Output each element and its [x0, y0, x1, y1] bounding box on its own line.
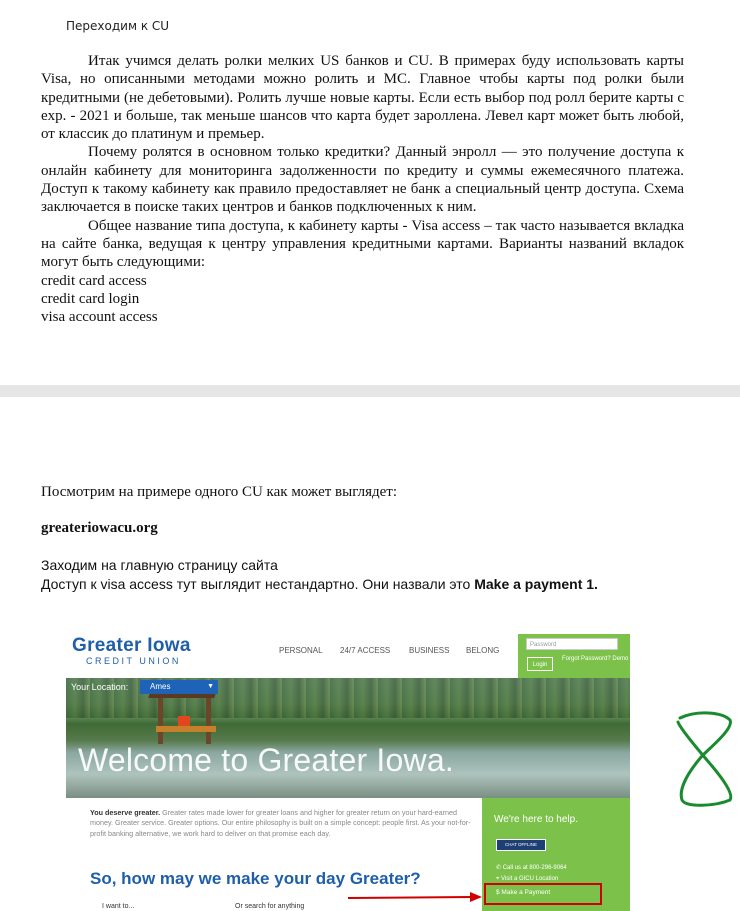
chevron-down-icon: ▼: [207, 683, 214, 690]
i-want-to-label: I want to...: [102, 903, 135, 910]
forgot-text: Forgot Password?: [562, 656, 611, 662]
forgot-password-link: [562, 656, 628, 663]
picnic-table: [156, 726, 216, 732]
site-name: greateriowacu.org: [41, 520, 158, 536]
instruction-text: Доступ к visa access тут выглядит нестандартно. Они назвали это: [41, 576, 475, 592]
instruction-line-2: [41, 576, 598, 592]
help-title: We're here to help.: [494, 814, 578, 825]
paragraph-1: Итак учимся делать ролки мелких US банков и CU. В примерах буду использовать карты Visa, но описанными методами можно ролить и MC. Главное чтобы карты под ролки были кредитными (не дебетовыми). Ролить лучше новые карты. Если есть выбор под ролл берите карты с exp. - 2021 и больше, так меньше шансов что карта будет зароллена. Левел карт может быть любой, от классик до платинум и премьер.: [41, 53, 684, 143]
tab-name-2: credit card login: [41, 290, 140, 307]
welcome-headline: Welcome to Greater Iowa.: [78, 742, 454, 778]
shelter-post: [158, 698, 163, 744]
site-logo: Greater Iowa: [72, 635, 191, 656]
intro-line: Посмотрим на примере одного CU как может выглядет:: [41, 484, 398, 500]
demo-link: Demo: [612, 656, 629, 662]
chat-badge: CHAT OFFLINE: [496, 839, 546, 851]
intro-text: Greater rates made lower for greater loans and higher for greater return on your hard-earned money. Greater service. Greater options. Our entire philosophy is built on a simple concept: people first. As your not-for-profit banking alternative, we work hard to deliver on that promise each day.: [90, 808, 471, 838]
call-us-text: Call us at 800-296-9064: [502, 865, 567, 871]
handwritten-scribble: [672, 708, 740, 810]
tab-name-1: credit card access: [41, 272, 147, 289]
visit-text: Visit a GICU Location: [501, 876, 559, 882]
page-separator: [0, 385, 740, 397]
location-pin-icon: ⌖: [496, 876, 502, 882]
make-payment-text: Make a Payment: [501, 889, 551, 896]
section-heading: Переходим к CU: [66, 19, 170, 33]
document-page-2: [0, 397, 740, 911]
nav-247-access: 24/7 ACCESS: [340, 646, 391, 655]
nav-belong: BELONG: [466, 646, 500, 655]
search-anything-label: Or search for anything: [235, 903, 305, 910]
body-text: [41, 52, 684, 326]
tagline: So, how may we make your day Greater?: [90, 869, 421, 888]
phone-icon: ✆: [496, 865, 503, 871]
red-bag: [178, 716, 190, 726]
instruction-line-1: Заходим на главную страницу сайта: [41, 557, 278, 573]
call-us-link: [496, 864, 567, 871]
intro-paragraph: [90, 808, 475, 839]
document-page-1: [0, 0, 740, 385]
nav-business: BUSINESS: [409, 646, 450, 655]
location-select: [140, 680, 218, 694]
site-logo-subtitle: CREDIT UNION: [86, 656, 181, 666]
dollar-icon: $: [496, 889, 502, 896]
shelter-post: [206, 698, 211, 744]
location-value: Ames: [150, 682, 171, 691]
tab-name-3: visa account access: [41, 309, 158, 326]
intro-bold: You deserve greater.: [90, 808, 161, 817]
website-screenshot: [66, 634, 630, 911]
paragraph-3: Общее название типа доступа, к кабинету карты - Visa access – так часто называется вкладка на сайте банка, ведущая к центру управления кредитными картами. Варианты названий вкладок могут быть следующими:: [41, 217, 684, 271]
nav-personal: PERSONAL: [279, 646, 323, 655]
visit-location-link: [496, 876, 558, 883]
make-payment-highlight: Make a payment 1.: [474, 576, 598, 592]
location-label: Your Location:: [71, 682, 129, 692]
site-header: [66, 634, 630, 678]
paragraph-2: Почему ролятся в основном только кредитки? Данный энролл — это получение доступа к онлайн кабинету для мониторинга задолженности по кредиту и суммы ежемесячного платежа. Доступ к такому кабинету как правило предоставляет не банк а специальный центр доступа. Схема заключается в поиске таких центров и банков подключенных к ним.: [41, 144, 684, 216]
password-field: Password: [526, 638, 618, 650]
login-button: Login: [527, 657, 553, 671]
red-arrow-icon: [348, 891, 482, 903]
highlight-box: [484, 883, 602, 905]
